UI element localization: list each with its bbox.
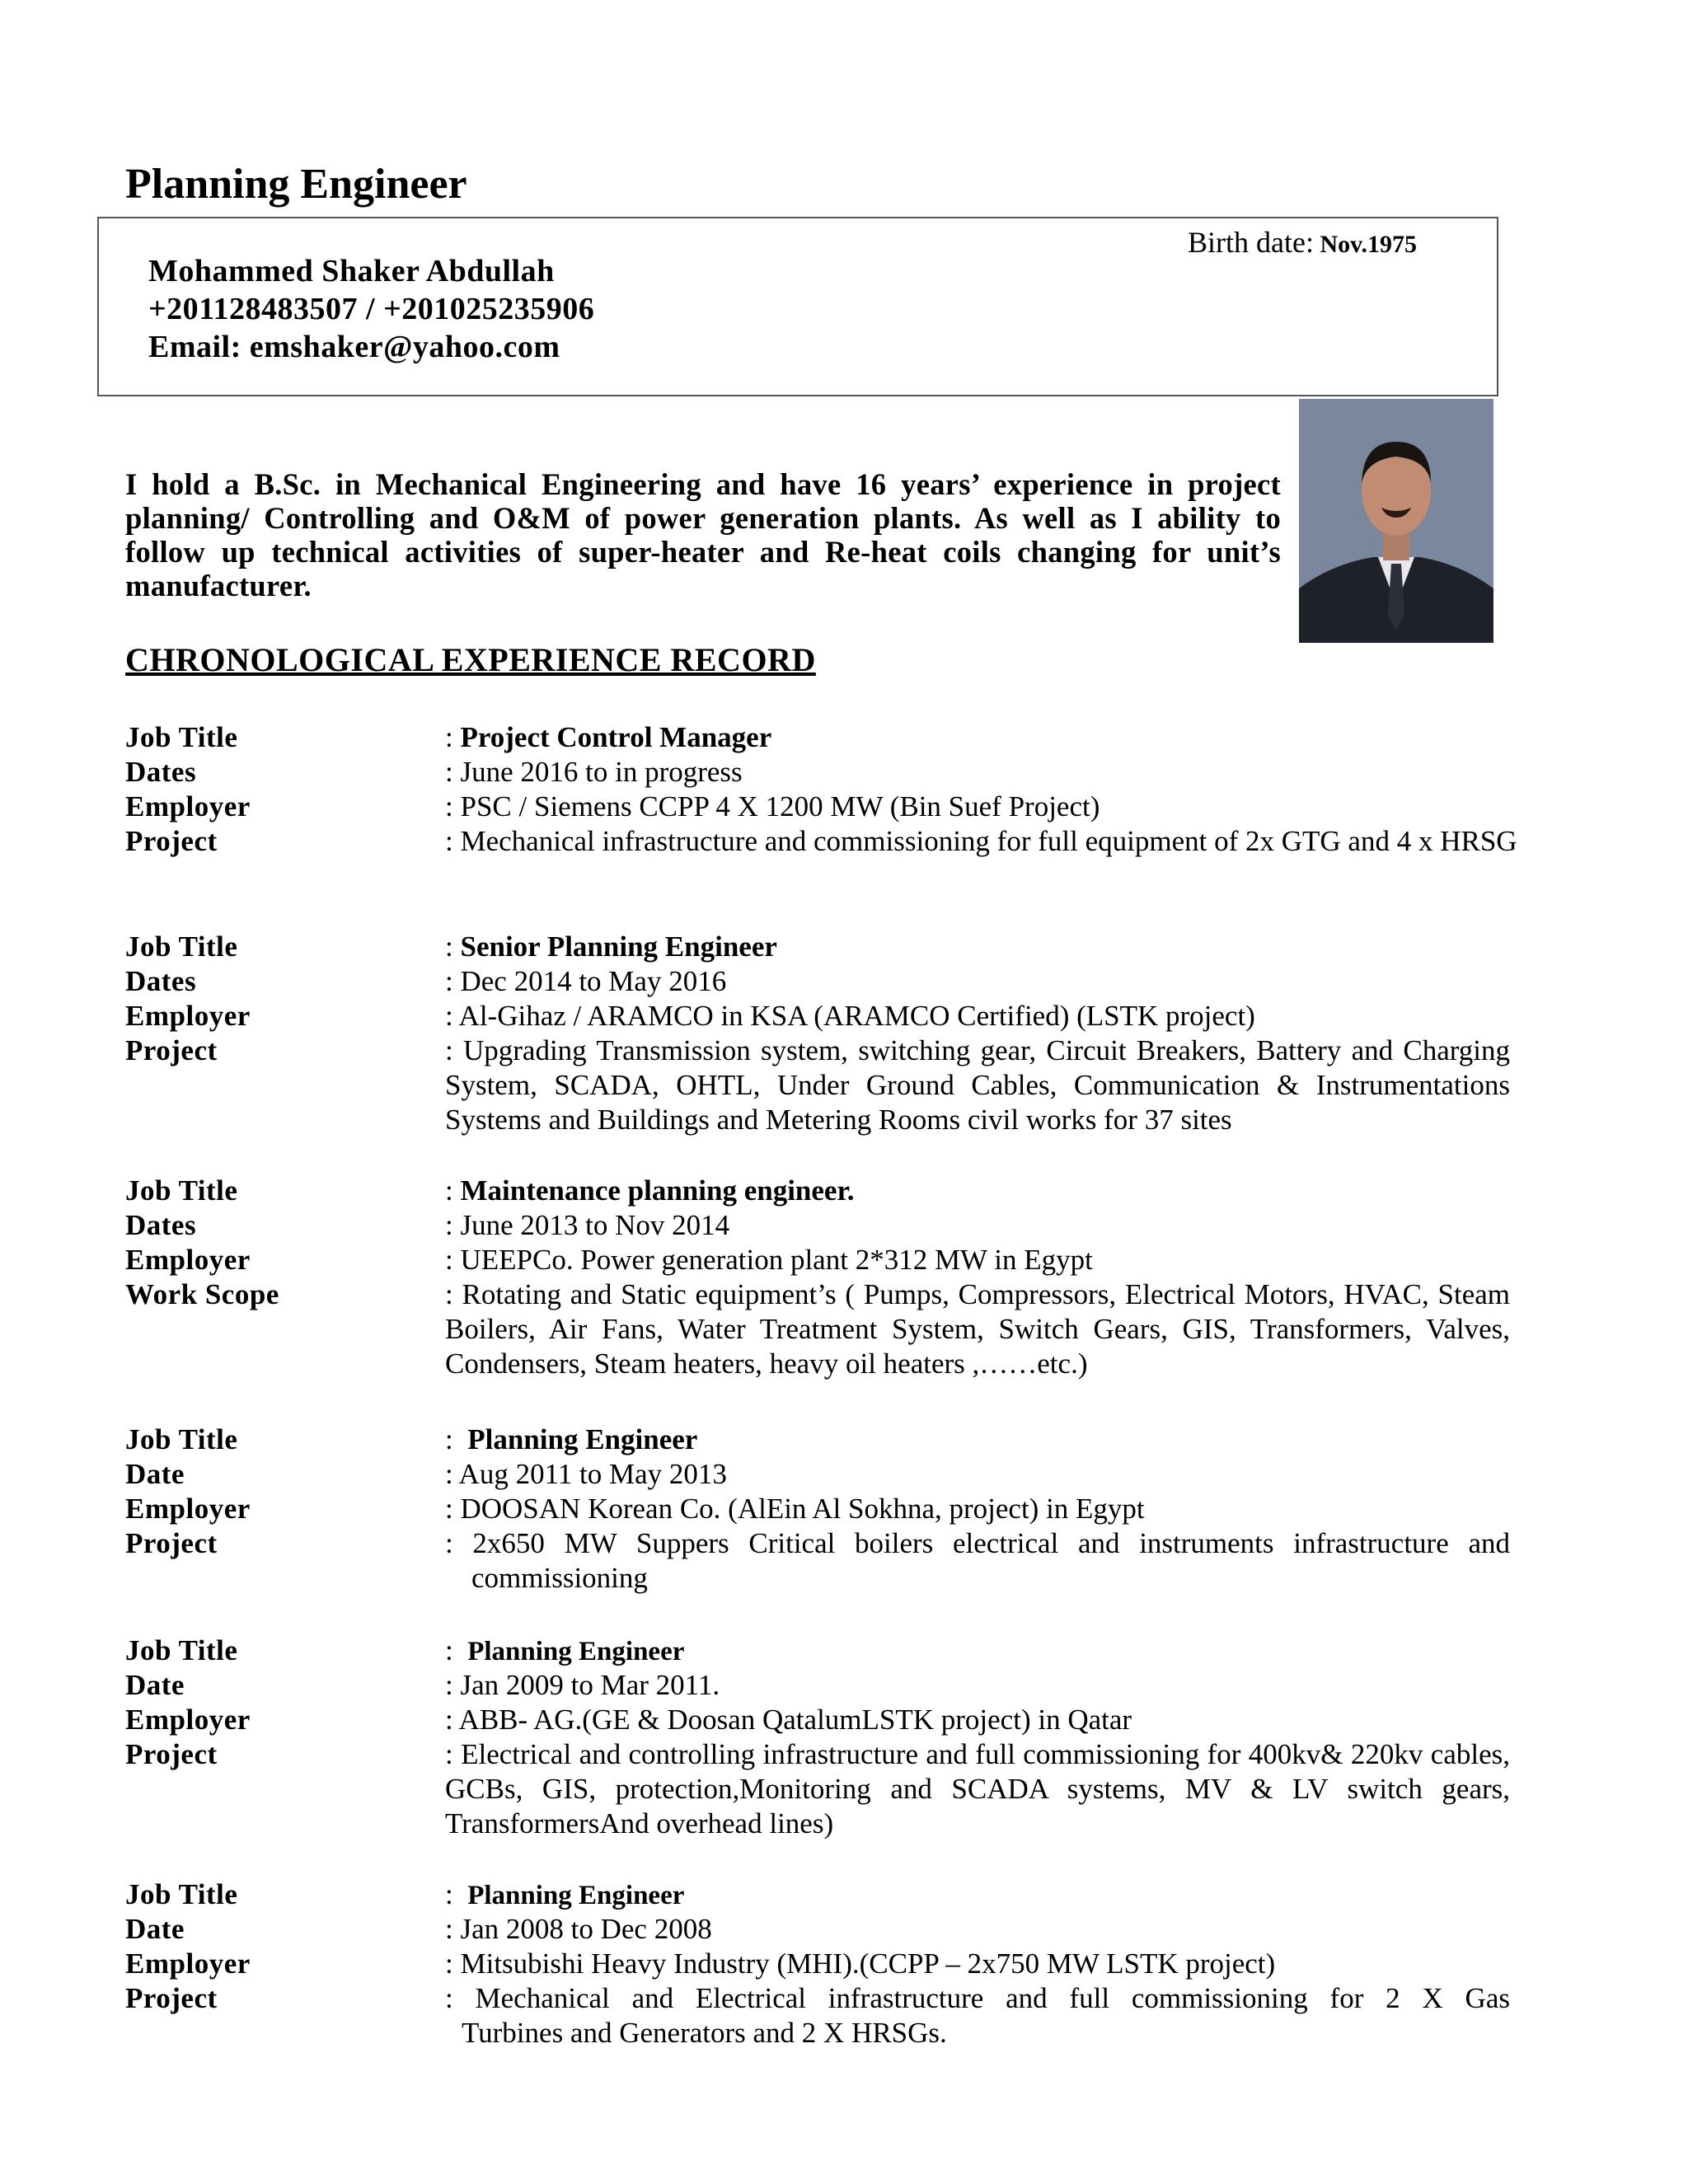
dates-label: Date [125, 1669, 185, 1701]
job-title-value: : Planning Engineer [445, 1634, 685, 1666]
job-title-label: Job Title [125, 1634, 238, 1666]
project-value: : Electrical and controlling infrastructure and full commissioning for 400kv& 220kv cables, GCBs, GIS, protection,Monitoring and SCADA systems, MV & LV switch gears, TransformersAnd overhead lines) [445, 1738, 1510, 1840]
project-value: : Mechanical infrastructure and commissioning for full equipment of 2x GTG and 4 x HRSG [445, 825, 1517, 857]
employer-value: : UEEPCo. Power generation plant 2*312 MW in Egypt [445, 1244, 1093, 1276]
employer-value: : PSC / Siemens CCPP 4 X 1200 MW (Bin Suef Project) [445, 790, 1100, 823]
birth-date-value: Nov.1975 [1320, 231, 1417, 258]
project-value: : Upgrading Transmission system, switching gear, Circuit Breakers, Battery and Charging System, SCADA, OHTL, Under Ground Cables, Communication & Instrumentations Systems and Buildings and Metering Rooms civil works for 37 sites [445, 1034, 1510, 1136]
job-title-value: : Planning Engineer [445, 1423, 698, 1455]
profile-photo [1299, 399, 1493, 643]
dates-value: : Aug 2011 to May 2013 [445, 1458, 727, 1490]
dates-value: : Dec 2014 to May 2016 [445, 965, 727, 997]
dates-value: : June 2016 to in progress [445, 756, 743, 788]
dates-label: Dates [125, 965, 197, 997]
job-title: Planning Engineer [467, 1637, 685, 1666]
work-scope-label: Work Scope [125, 1278, 279, 1310]
profile-summary: I hold a B.Sc. in Mechanical Engineering and have 16 years’ experience in project planning/ Controlling and O&M of power generation plants. As well as I ability to follow up technical activities of super-heater and Re-heat coils changing for unit’s manufacturer. [125, 467, 1281, 602]
job-title: Maintenance planning engineer. [460, 1174, 855, 1207]
project-line-2: Turbines and Generators and 2 X HRSGs. [462, 2017, 947, 2049]
employer-label: Employer [125, 1493, 251, 1525]
project-value [445, 1981, 1510, 2050]
project-label: Project [125, 1527, 218, 1559]
phone-numbers: +201128483507 / +201025235906 [148, 292, 595, 326]
project-label: Project [125, 1034, 218, 1066]
dates-label: Date [125, 1913, 185, 1945]
job-title-value: : Planning Engineer [445, 1878, 685, 1910]
employer-label: Employer [125, 790, 251, 823]
employer-value: : Al-Gihaz / ARAMCO in KSA (ARAMCO Certified) (LSTK project) [445, 1000, 1255, 1032]
project-label: Project [125, 1738, 218, 1770]
email: Email: emshaker@yahoo.com [148, 330, 560, 364]
job-title: Planning Engineer [467, 1423, 698, 1455]
employer-label: Employer [125, 1244, 251, 1276]
dates-label: Dates [125, 1209, 197, 1241]
candidate-name: Mohammed Shaker Abdullah [148, 254, 555, 288]
employer-label: Employer [125, 1000, 251, 1032]
project-line-1: : Mechanical and Electrical infrastructure and full commissioning for 2 X Gas [445, 1982, 1510, 2014]
project-label: Project [125, 825, 218, 857]
job-title-label: Job Title [125, 930, 238, 963]
job-title-label: Job Title [125, 1174, 238, 1207]
project-label: Project [125, 1982, 218, 2014]
dates-value: : Jan 2009 to Mar 2011. [445, 1669, 720, 1701]
project-value [445, 1526, 1510, 1596]
job-title-label: Job Title [125, 1878, 238, 1910]
job-title: Project Control Manager [460, 721, 772, 753]
employer-value: : DOOSAN Korean Co. (AlEin Al Sokhna, project) in Egypt [445, 1493, 1145, 1525]
dates-label: Dates [125, 756, 197, 788]
birth-date-label: Birth date: [1188, 226, 1314, 259]
work-scope-value: : Rotating and Static equipment’s ( Pumps, Compressors, Electrical Motors, HVAC, Steam Boilers, Air Fans, Water Treatment System, Switch Gears, GIS, Transformers, Valves, Condensers, Steam heaters, heavy oil heaters ,……etc.) [445, 1278, 1510, 1380]
employer-value: : Mitsubishi Heavy Industry (MHI).(CCPP – 2x750 MW LSTK project) [445, 1947, 1276, 1980]
project-line-2: commissioning [471, 1562, 648, 1594]
job-title: Senior Planning Engineer [460, 930, 777, 963]
section-heading: CHRONOLOGICAL EXPERIENCE RECORD [125, 641, 816, 678]
job-title-value: : Project Control Manager [445, 721, 772, 753]
contact-box [97, 217, 1498, 396]
job-title-label: Job Title [125, 721, 238, 753]
dates-value: : June 2013 to Nov 2014 [445, 1209, 730, 1241]
job-title: Planning Engineer [467, 1881, 685, 1910]
project-line-1: : 2x650 MW Suppers Critical boilers electrical and instruments infrastructure and [445, 1527, 1510, 1559]
job-title-label: Job Title [125, 1423, 238, 1455]
job-title-value: : Maintenance planning engineer. [445, 1174, 855, 1207]
page-title: Planning Engineer [125, 161, 467, 208]
job-title-value: : Senior Planning Engineer [445, 930, 777, 963]
employer-value: : ABB- AG.(GE & Doosan QatalumLSTK project) in Qatar [445, 1704, 1132, 1736]
dates-value: : Jan 2008 to Dec 2008 [445, 1913, 712, 1945]
employer-label: Employer [125, 1947, 251, 1980]
employer-label: Employer [125, 1704, 251, 1736]
dates-label: Date [125, 1458, 185, 1490]
birth-date [1188, 225, 1417, 260]
